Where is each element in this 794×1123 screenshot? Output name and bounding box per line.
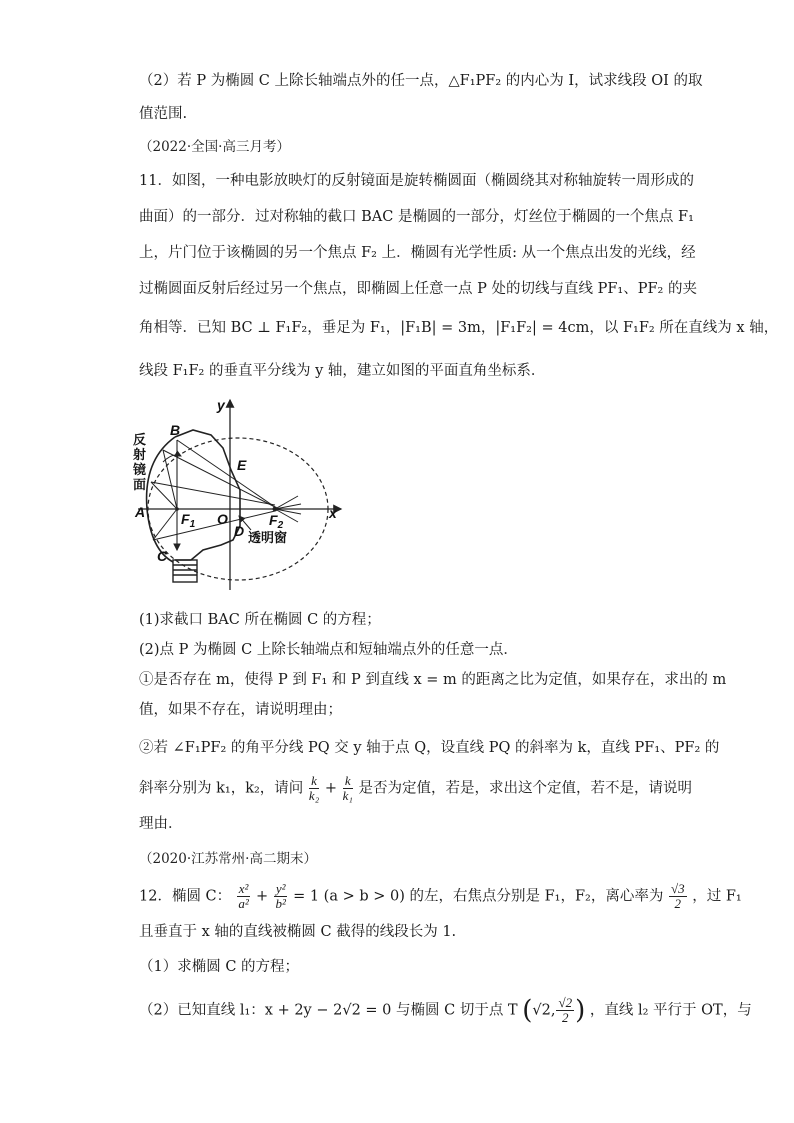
fraction-k-over-k2: $\frac{k}{\text{k₂}}$ [308,773,320,803]
label-reflect-2: 射 [133,447,147,462]
q11-sub2-line2 [139,774,692,803]
q11-sub1-line1: ①是否存在 m，使得 P 到 F₁ 和 P 到直线 x = m 的距离之比为定值，如果存在，求出的 m [139,672,727,688]
q12-part2-pre: （2）已知直线 l₁：x + 2y − 2√2 = 0 与椭圆 C 切于点 T [139,1002,518,1019]
label-reflect-3: 镜 [133,462,147,477]
label-f2: $F_2$ [269,512,284,531]
q12-part1: （1）求椭圆 C 的方程； [139,959,300,975]
q12-line2: 且垂直于 x 轴的直线被椭圆 C 截得的线段长为 1. [139,924,457,940]
q12-line1-post: ，过 F₁ [692,888,742,905]
label-reflect-4: 面 [133,477,147,492]
q12-line1-eq: = 1 (a > b > 0) 的左，右焦点分别是 F₁，F₂，离心率为 [293,888,664,905]
q11-stem-line3: 上，片门位于该椭圆的另一个焦点 F₂ 上．椭圆有光学性质: 从一个焦点出发的光线，经 [139,245,696,261]
q11-sub2-line1: ②若 ∠F₁PF₂ 的角平分线 PQ 交 y 轴于点 Q，设直线 PQ 的斜率为 k，直线 PF₁、PF₂ 的 [139,740,720,756]
q11-sub2-line3: 理由． [139,816,183,832]
fraction-y2-b2: $\frac{\text{y²}}{\text{b²}}$ [275,881,286,911]
label-o: O [217,511,228,527]
q11-stem-line4: 过椭圆面反射后经过另一个焦点，即椭圆上任意一点 P 处的切线与直线 PF₁、PF₂ 的夹 [139,281,697,297]
label-c: C [157,548,168,564]
label-x: x [329,505,337,521]
label-d: D [234,523,245,539]
q11-figure [133,390,348,600]
q10-part2-line1: （2）若 P 为椭圆 C 上除长轴端点外的任一点，△F₁PF₂ 的内心为 I，试求线段 OI 的取 [139,73,703,89]
label-a: A [135,504,146,520]
fraction-sqrt2-over-2: $\frac{√2}{2}$ [558,995,573,1025]
plus-sign: + [256,888,269,905]
plus-sign: + [324,780,337,797]
fraction-x2-a2: $\frac{\text{x²}}{\text{a²}}$ [238,881,249,911]
label-window: 透明窗 [248,530,288,545]
label-y: y [217,397,225,413]
label-reflect-1: 反 [133,432,147,447]
q12-part2-post: ，直线 l₂ 平行于 OT，与 [589,1002,752,1019]
q11-stem-line5: 角相等．已知 BC ⊥ F₁F₂，垂足为 F₁，|F₁B| = 3m，|F₁F₂| = 4cm，以 F₁F₂ 所在直线为 x 轴， [139,320,779,336]
q11-sub1-line2: 值，如果不存在，请说明理由； [139,702,342,718]
q12-source: （2020·江苏常州·高二期末） [139,851,317,867]
q11-sub2-pre: 斜率分别为 k₁，k₂，请问 [139,780,304,797]
q11-source: （2022·全国·高三月考） [139,139,290,155]
q12-line1 [139,882,742,911]
focus-f2-dot [273,507,278,512]
fraction-k-over-k1: $\frac{k}{\text{k₁}}$ [342,773,353,803]
q10-part2-line2: 值范围. [139,106,188,122]
q11-part2: (2)点 P 为椭圆 C 上除长轴端点和短轴端点外的任意一点． [139,642,518,658]
q11-stem-line1: 11．如图，一种电影放映灯的反射镜面是旋转椭圆面（椭圆绕其对称轴旋转一周形成的 [139,173,694,189]
q12-part2: （2）已知直线 l₁：x + 2y − 2√2 = 0 与椭圆 C 切于点 T (√2, $\frac{√2}{2}$ ) ，直线 l₂ 平行于 OT，与 [139,995,752,1026]
label-b: B [170,422,181,438]
label-e: E [237,457,247,473]
fraction-eccentricity: $\frac{√3}{2}$ [670,881,685,911]
lamp-base [173,560,197,582]
q11-part1: (1)求截口 BAC 所在椭圆 C 的方程； [139,612,381,628]
q11-stem-line2: 曲面）的一部分．过对称轴的截口 BAC 是椭圆的一部分，灯丝位于椭圆的一个焦点 F₁ [139,209,694,225]
q11-stem-line6: 线段 F₁F₂ 的垂直平分线为 y 轴，建立如图的平面直角坐标系． [139,363,546,379]
focus-f1-dot [175,507,179,511]
q12-line1-pre: 12．椭圆 C： [139,888,232,905]
q11-sub2-post: 是否为定值，若是，求出这个定值，若不是，请说明 [358,780,692,797]
point-t-x: √2, [532,1002,556,1019]
label-f1: $F_1$ [181,511,196,530]
